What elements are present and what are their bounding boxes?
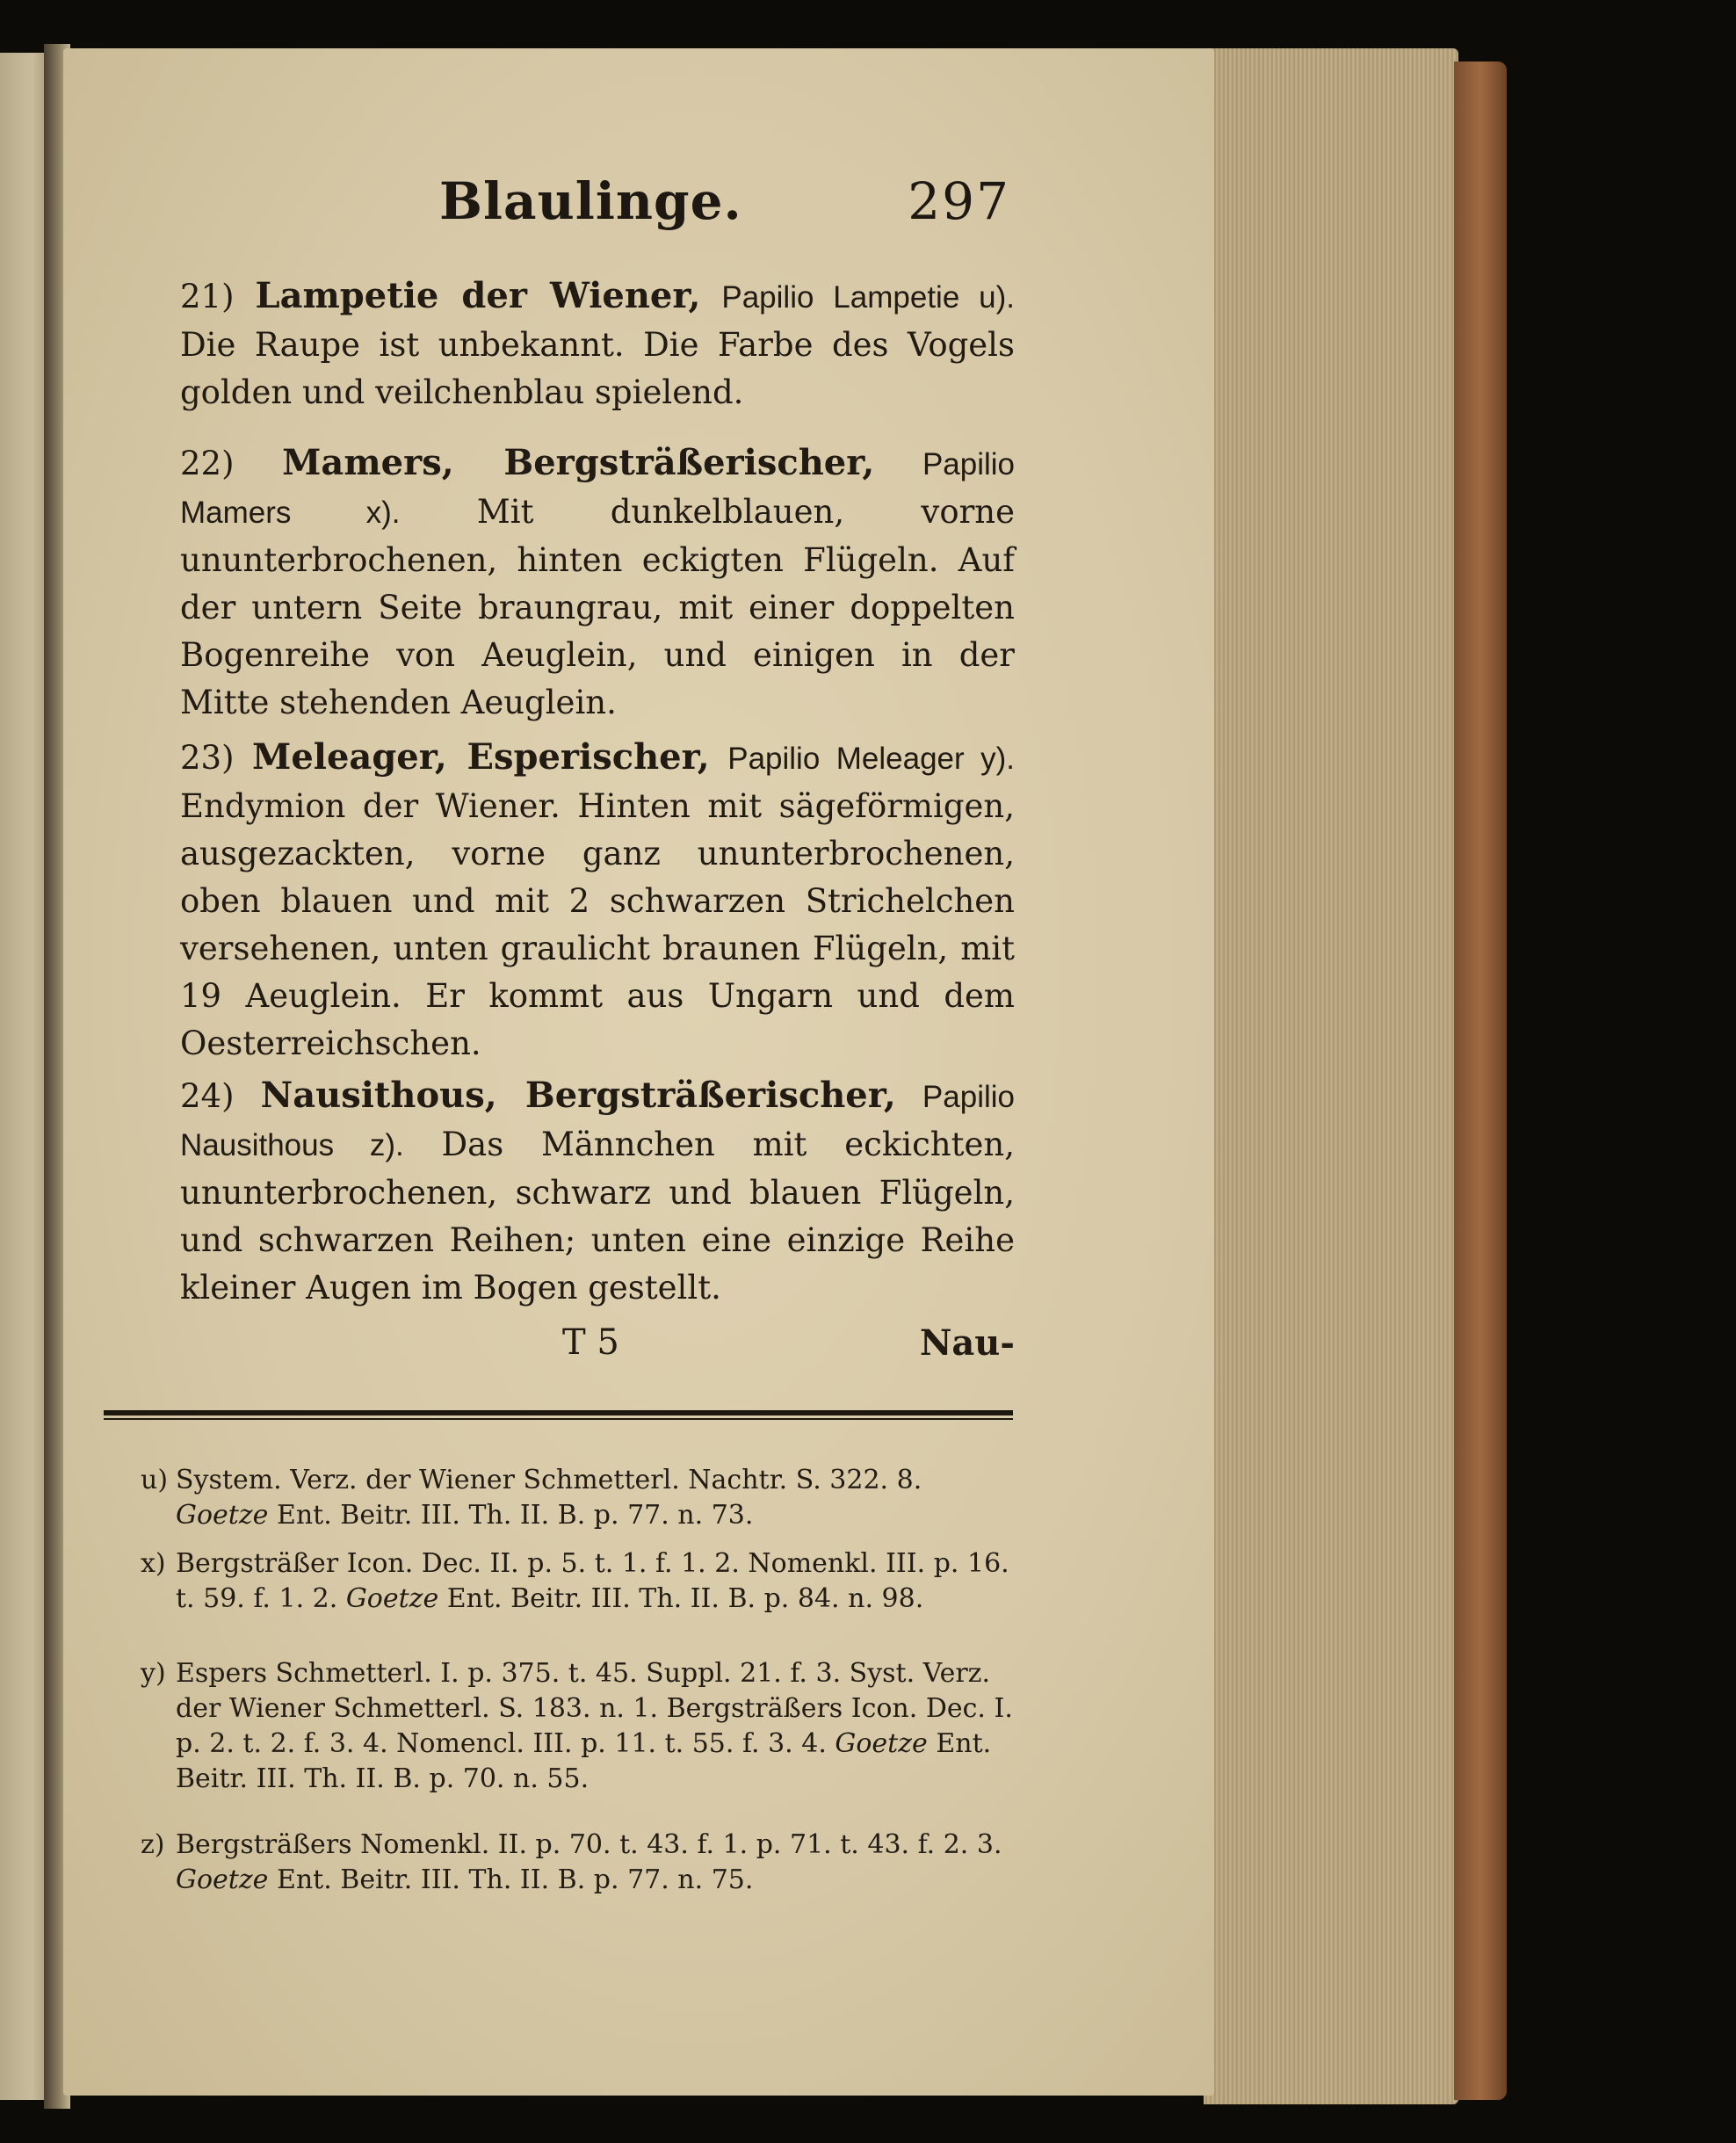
entry-number: 21): [180, 278, 235, 315]
entry-latin: Papilio Lampetie u).: [721, 280, 1016, 315]
footnote-rule-thin: [104, 1418, 1013, 1420]
footnote-text-a: System. Verz. der Wiener Schmetterl. Nachtr. S. 322. 8.: [176, 1465, 922, 1495]
entry-number: 22): [180, 445, 235, 482]
footnote-text-a: Bergsträßers Nomenkl. II. p. 70. t. 43. f. 1. p. 71. t. 43. f. 2. 3.: [176, 1829, 1002, 1860]
entry-name: Meleager, Esperischer,: [252, 736, 710, 778]
footnote-x: [141, 1546, 1019, 1617]
page-number: 297: [908, 171, 1010, 231]
footnote-mark: y): [141, 1658, 166, 1689]
book-cover: [1454, 62, 1507, 2100]
footnote-rule: [104, 1410, 1013, 1415]
entry-23: [180, 734, 1015, 1068]
footnote-text-a: Espers Schmetterl. I. p. 375. t. 45. Suppl. 21. f. 3. Syst. Verz. der Wiener Schmetterl. S. 183. n. 1. Bergsträßers Icon. Dec. I. p. 2. t. 2. f. 3. 4. Nomencl. III. p. 11. t. 55. f. 3. 4.: [176, 1658, 1013, 1759]
footnote-author: Goetze: [176, 1864, 269, 1895]
signature-mark: T 5: [562, 1322, 619, 1363]
catchword: Nau-: [919, 1322, 1015, 1364]
entry-latin: Papilio Nausithous z).: [180, 1080, 1015, 1162]
footnote-y: [141, 1656, 1019, 1797]
entry-22: [180, 439, 1015, 727]
footnote-u: [141, 1463, 1019, 1533]
footnote-text-b: Ent. Beitr. III. Th. II. B. p. 84. n. 98.: [446, 1583, 924, 1614]
footnote-z: [141, 1828, 1019, 1898]
footnote-author: Goetze: [835, 1728, 928, 1759]
footnote-mark: u): [141, 1465, 169, 1495]
footnote-text-b: Ent. Beitr. III. Th. II. B. p. 77. n. 73.: [276, 1500, 754, 1531]
entry-latin: Papilio Meleager y).: [727, 742, 1016, 776]
entry-name: Lampetie der Wiener,: [255, 275, 701, 316]
footnote-text: [176, 1656, 1019, 1797]
entry-text: Das Männchen mit eckichten, ununterbrochenen, schwarz und blauen Flügeln, und schwarzen Reihen; unten eine einzige Reihe kleiner Augen im Bogen gestellt.: [180, 1126, 1015, 1307]
catchline: [562, 1322, 1015, 1375]
footnote-text-b: Ent. Beitr. III. Th. II. B. p. 70. n. 55.: [176, 1728, 992, 1794]
footnote-author: Goetze: [345, 1583, 439, 1614]
entry-24: [180, 1072, 1015, 1312]
entry-name: Mamers, Bergsträßerischer,: [282, 442, 875, 483]
page-title: Blaulinge.: [439, 171, 742, 231]
footnote-mark: z): [141, 1829, 165, 1860]
footnote-mark: x): [141, 1548, 166, 1579]
entry-21: [180, 272, 1015, 416]
entry-number: 23): [180, 739, 235, 777]
footnote-text-a: Bergsträßer Icon. Dec. II. p. 5. t. 1. f. 1. 2. Nomenkl. III. p. 16. t. 59. f. 1. 2.: [176, 1548, 1009, 1614]
footnote-text-b: Ent. Beitr. III. Th. II. B. p. 77. n. 75.: [276, 1864, 754, 1895]
entry-number: 24): [180, 1077, 235, 1115]
entry-text: Endymion der Wiener. Hinten mit sägeförmigen, ausgezackten, vorne ganz ununterbrochenen, oben blauen und mit 2 schwarzen Strichelchen versehenen, unten graulicht braunen Flügeln, mit 19 Aeuglein. Er kommt aus Ungarn und dem Oesterreichschen.: [180, 787, 1015, 1062]
page-block-edge: [1204, 48, 1458, 2104]
entry-latin: Papilio Mamers x).: [180, 447, 1016, 530]
footnote-text: [176, 1546, 1019, 1617]
running-header: [439, 171, 1010, 242]
entry-text: Die Raupe ist unbekannt. Die Farbe des Vogels golden und veilchenblau spielend.: [180, 326, 1015, 411]
footnote-text: [176, 1463, 1019, 1533]
footnote-author: Goetze: [176, 1500, 269, 1531]
footnote-text: [176, 1828, 1019, 1898]
entry-name: Nausithous, Bergsträßerischer,: [260, 1075, 896, 1116]
entry-text: Mit dunkelblauen, vorne ununterbrochenen, hinten eckigten Flügeln. Auf der untern Seite braungrau, mit einer doppelten Bogenreihe von Aeuglein, und einigen in der Mitte stehenden Aeuglein.: [180, 493, 1016, 721]
